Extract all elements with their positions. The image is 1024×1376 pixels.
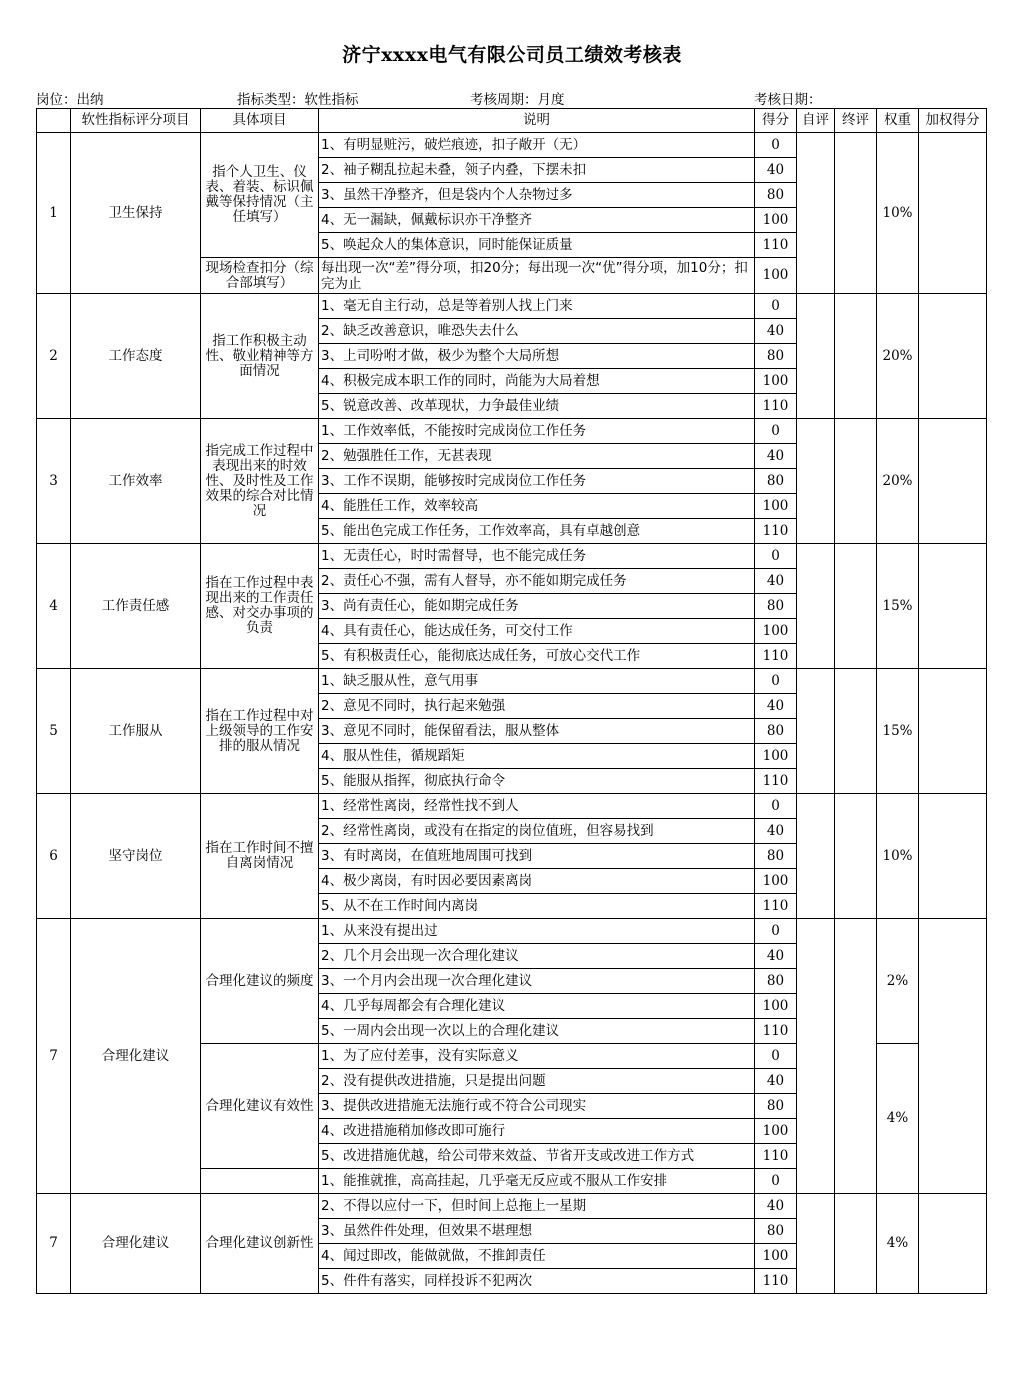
item-score: 40 xyxy=(755,319,797,344)
item-category: 工作效率 xyxy=(71,419,201,544)
item-score: 80 xyxy=(755,1219,797,1244)
table-row xyxy=(37,669,987,694)
weighted-score-cell[interactable] xyxy=(919,794,987,919)
item-weight: 4% xyxy=(877,1044,919,1194)
item-score: 110 xyxy=(755,769,797,794)
item-score: 0 xyxy=(755,1044,797,1069)
item-score: 110 xyxy=(755,233,797,258)
final-score-cell[interactable] xyxy=(835,544,877,669)
item-description: 3、虽然件件处理，但效果不堪理想 xyxy=(319,1219,755,1244)
header-detail: 具体项目 xyxy=(201,109,319,133)
evaluation-table xyxy=(36,108,987,1294)
item-description: 4、几乎每周都会有合理化建议 xyxy=(319,994,755,1019)
item-score: 40 xyxy=(755,944,797,969)
item-score: 0 xyxy=(755,294,797,319)
item-detail: 指个人卫生、仪表、着装、标识佩戴等保持情况（主任填写） xyxy=(201,133,319,258)
item-description: 3、上司吩咐才做，极少为整个大局所想 xyxy=(319,344,755,369)
item-description: 1、经常性离岗，经常性找不到人 xyxy=(319,794,755,819)
item-score: 0 xyxy=(755,794,797,819)
item-description: 5、唤起众人的集体意识，同时能保证质量 xyxy=(319,233,755,258)
item-score: 40 xyxy=(755,444,797,469)
item-description: 每出现一次“差”得分项，扣20分；每出现一次“优”得分项，加10分；扣完为止 xyxy=(319,258,755,294)
weighted-score-cell[interactable] xyxy=(919,294,987,419)
item-score: 0 xyxy=(755,669,797,694)
self-score-cell[interactable] xyxy=(797,419,835,544)
item-description: 5、能出色完成工作任务，工作效率高，具有卓越创意 xyxy=(319,519,755,544)
table-row xyxy=(37,133,987,158)
item-score: 40 xyxy=(755,1069,797,1094)
item-category: 工作责任感 xyxy=(71,544,201,669)
item-description: 5、从不在工作时间内离岗 xyxy=(319,894,755,919)
item-number: 2 xyxy=(37,294,71,419)
item-description: 2、经常性离岗，或没有在指定的岗位值班，但容易找到 xyxy=(319,819,755,844)
item-number: 7 xyxy=(37,919,71,1194)
table-row xyxy=(37,419,987,444)
item-number: 5 xyxy=(37,669,71,794)
item-description: 3、一个月内会出现一次合理化建议 xyxy=(319,969,755,994)
item-description: 3、提供改进措施无法施行或不符合公司现实 xyxy=(319,1094,755,1119)
weighted-score-cell[interactable] xyxy=(919,419,987,544)
item-description: 1、缺乏服从性，意气用事 xyxy=(319,669,755,694)
self-score-cell[interactable] xyxy=(797,919,835,1194)
item-description: 1、毫无自主行动，总是等着别人找上门来 xyxy=(319,294,755,319)
item-description: 4、无一漏缺，佩戴标识亦干净整齐 xyxy=(319,208,755,233)
item-number: 4 xyxy=(37,544,71,669)
period-label: 考核周期：月度 xyxy=(470,92,565,108)
item-description: 4、闻过即改，能做就做，不推卸责任 xyxy=(319,1244,755,1269)
item-detail: 指工作积极主动性、敬业精神等方面情况 xyxy=(201,294,319,419)
item-score: 100 xyxy=(755,369,797,394)
item-weight: 4% xyxy=(877,1194,919,1294)
item-description: 3、尚有责任心，能如期完成任务 xyxy=(319,594,755,619)
self-score-cell[interactable] xyxy=(797,794,835,919)
final-score-cell[interactable] xyxy=(835,794,877,919)
item-score: 0 xyxy=(755,419,797,444)
item-number: 6 xyxy=(37,794,71,919)
item-detail: 合理化建议的频度 xyxy=(201,919,319,1044)
item-score: 0 xyxy=(755,133,797,158)
item-description: 1、有明显赃污，破烂痕迹，扣子敞开（无） xyxy=(319,133,755,158)
item-score: 80 xyxy=(755,183,797,208)
self-score-cell[interactable] xyxy=(797,1194,835,1294)
self-score-cell[interactable] xyxy=(797,544,835,669)
item-score: 40 xyxy=(755,158,797,183)
header-row xyxy=(37,109,987,133)
header-score: 得分 xyxy=(755,109,797,133)
item-score: 80 xyxy=(755,1094,797,1119)
item-score: 110 xyxy=(755,394,797,419)
item-score: 40 xyxy=(755,694,797,719)
item-description: 2、责任心不强，需有人督导，亦不能如期完成任务 xyxy=(319,569,755,594)
weighted-score-cell[interactable] xyxy=(919,133,987,294)
table-row xyxy=(37,1194,987,1219)
item-category: 工作态度 xyxy=(71,294,201,419)
item-description: 3、有时离岗，在值班地周围可找到 xyxy=(319,844,755,869)
item-description: 5、一周内会出现一次以上的合理化建议 xyxy=(319,1019,755,1044)
item-description: 3、意见不同时，能保留看法，服从整体 xyxy=(319,719,755,744)
item-description: 5、锐意改善、改革现状，力争最佳业绩 xyxy=(319,394,755,419)
item-score: 100 xyxy=(755,619,797,644)
item-score: 40 xyxy=(755,569,797,594)
item-description: 3、虽然干净整齐，但是袋内个人杂物过多 xyxy=(319,183,755,208)
item-score: 110 xyxy=(755,519,797,544)
item-score: 80 xyxy=(755,719,797,744)
item-score: 100 xyxy=(755,1119,797,1144)
item-score: 80 xyxy=(755,344,797,369)
final-score-cell[interactable] xyxy=(835,919,877,1194)
item-description: 4、具有责任心，能达成任务，可交付工作 xyxy=(319,619,755,644)
table-row xyxy=(37,794,987,819)
item-weight: 10% xyxy=(877,133,919,294)
header-desc: 说明 xyxy=(319,109,755,133)
item-score: 110 xyxy=(755,644,797,669)
final-score-cell[interactable] xyxy=(835,294,877,419)
header-weighted: 加权得分 xyxy=(919,109,987,133)
item-description: 2、不得以应付一下，但时间上总拖上一星期 xyxy=(319,1194,755,1219)
item-description: 1、无责任心，时时需督导，也不能完成任务 xyxy=(319,544,755,569)
item-score: 40 xyxy=(755,819,797,844)
item-weight: 15% xyxy=(877,669,919,794)
date-label: 考核日期： xyxy=(754,92,822,108)
item-category: 工作服从 xyxy=(71,669,201,794)
item-description: 3、工作不误期，能够按时完成岗位工作任务 xyxy=(319,469,755,494)
item-number: 7 xyxy=(37,1194,71,1294)
weighted-score-cell[interactable] xyxy=(919,544,987,669)
item-score: 80 xyxy=(755,844,797,869)
item-score: 100 xyxy=(755,994,797,1019)
item-description: 4、改进措施稍加修改即可施行 xyxy=(319,1119,755,1144)
item-description: 2、缺乏改善意识，唯恐失去什么 xyxy=(319,319,755,344)
item-weight: 20% xyxy=(877,419,919,544)
header-item: 软性指标评分项目 xyxy=(71,109,201,133)
item-score: 100 xyxy=(755,208,797,233)
header-no xyxy=(37,109,71,133)
self-score-cell[interactable] xyxy=(797,669,835,794)
final-score-cell[interactable] xyxy=(835,1194,877,1294)
item-description: 2、袖子糊乱拉起未叠，领子内叠，下摆未扣 xyxy=(319,158,755,183)
self-score-cell[interactable] xyxy=(797,294,835,419)
item-score: 40 xyxy=(755,1194,797,1219)
item-score: 100 xyxy=(755,494,797,519)
item-description: 2、意见不同时，执行起来勉强 xyxy=(319,694,755,719)
item-category: 合理化建议 xyxy=(71,1194,201,1294)
item-weight: 10% xyxy=(877,794,919,919)
item-score: 80 xyxy=(755,594,797,619)
item-description: 5、有积极责任心，能彻底达成任务，可放心交代工作 xyxy=(319,644,755,669)
position-label: 岗位：出纳 xyxy=(36,92,104,108)
item-score: 80 xyxy=(755,469,797,494)
header-self: 自评 xyxy=(797,109,835,133)
item-score: 100 xyxy=(755,744,797,769)
item-description: 5、件件有落实，同样投诉不犯两次 xyxy=(319,1269,755,1294)
item-score: 110 xyxy=(755,894,797,919)
item-weight: 20% xyxy=(877,294,919,419)
item-number: 3 xyxy=(37,419,71,544)
table-row xyxy=(37,919,987,944)
item-detail: 合理化建议有效性 xyxy=(201,1044,319,1169)
item-detail: 指在工作过程中对上级领导的工作安排的服从情况 xyxy=(201,669,319,794)
item-score: 0 xyxy=(755,919,797,944)
item-score: 110 xyxy=(755,1144,797,1169)
table-row xyxy=(37,294,987,319)
table-row xyxy=(37,544,987,569)
final-score-cell[interactable] xyxy=(835,133,877,294)
item-score: 80 xyxy=(755,969,797,994)
item-weight: 2% xyxy=(877,919,919,1044)
item-description: 4、积极完成本职工作的同时，尚能为大局着想 xyxy=(319,369,755,394)
item-number: 1 xyxy=(37,133,71,294)
item-score: 110 xyxy=(755,1269,797,1294)
item-weight: 15% xyxy=(877,544,919,669)
self-score-cell[interactable] xyxy=(797,133,835,294)
item-description: 4、能胜任工作，效率较高 xyxy=(319,494,755,519)
item-score: 0 xyxy=(755,1169,797,1194)
weighted-score-cell[interactable] xyxy=(919,1194,987,1294)
weighted-score-cell[interactable] xyxy=(919,669,987,794)
item-score: 0 xyxy=(755,544,797,569)
item-score: 100 xyxy=(755,258,797,294)
indicator-type-label: 指标类型：软性指标 xyxy=(237,92,359,108)
item-description: 2、几个月会出现一次合理化建议 xyxy=(319,944,755,969)
item-description: 2、勉强胜任工作，无甚表现 xyxy=(319,444,755,469)
header-final: 终评 xyxy=(835,109,877,133)
item-detail: 指在工作时间不擅自离岗情况 xyxy=(201,794,319,919)
item-category: 卫生保持 xyxy=(71,133,201,294)
item-description: 2、没有提供改进措施，只是提出问题 xyxy=(319,1069,755,1094)
item-detail: 指在工作过程中表现出来的工作责任感、对交办事项的负责 xyxy=(201,544,319,669)
item-description: 1、工作效率低，不能按时完成岗位工作任务 xyxy=(319,419,755,444)
item-detail xyxy=(201,1169,319,1194)
item-detail: 合理化建议创新性 xyxy=(201,1194,319,1294)
item-description: 4、服从性佳，循规蹈矩 xyxy=(319,744,755,769)
item-score: 110 xyxy=(755,1019,797,1044)
item-category: 合理化建议 xyxy=(71,919,201,1194)
item-detail: 现场检查扣分（综合部填写） xyxy=(201,258,319,294)
header-weight: 权重 xyxy=(877,109,919,133)
item-score: 100 xyxy=(755,869,797,894)
item-description: 4、极少离岗，有时因必要因素离岗 xyxy=(319,869,755,894)
item-category: 坚守岗位 xyxy=(71,794,201,919)
final-score-cell[interactable] xyxy=(835,419,877,544)
item-description: 1、为了应付差事，没有实际意义 xyxy=(319,1044,755,1069)
weighted-score-cell[interactable] xyxy=(919,919,987,1194)
item-detail: 指完成工作过程中表现出来的时效性、及时性及工作效果的综合对比情况 xyxy=(201,419,319,544)
final-score-cell[interactable] xyxy=(835,669,877,794)
page-title: 济宁xxxx电气有限公司员工绩效考核表 xyxy=(342,44,682,66)
item-description: 5、能服从指挥，彻底执行命令 xyxy=(319,769,755,794)
item-description: 1、能推就推，高高挂起，几乎毫无反应或不服从工作安排 xyxy=(319,1169,755,1194)
item-score: 100 xyxy=(755,1244,797,1269)
item-description: 1、从来没有提出过 xyxy=(319,919,755,944)
item-description: 5、改进措施优越，给公司带来效益、节省开支或改进工作方式 xyxy=(319,1144,755,1169)
